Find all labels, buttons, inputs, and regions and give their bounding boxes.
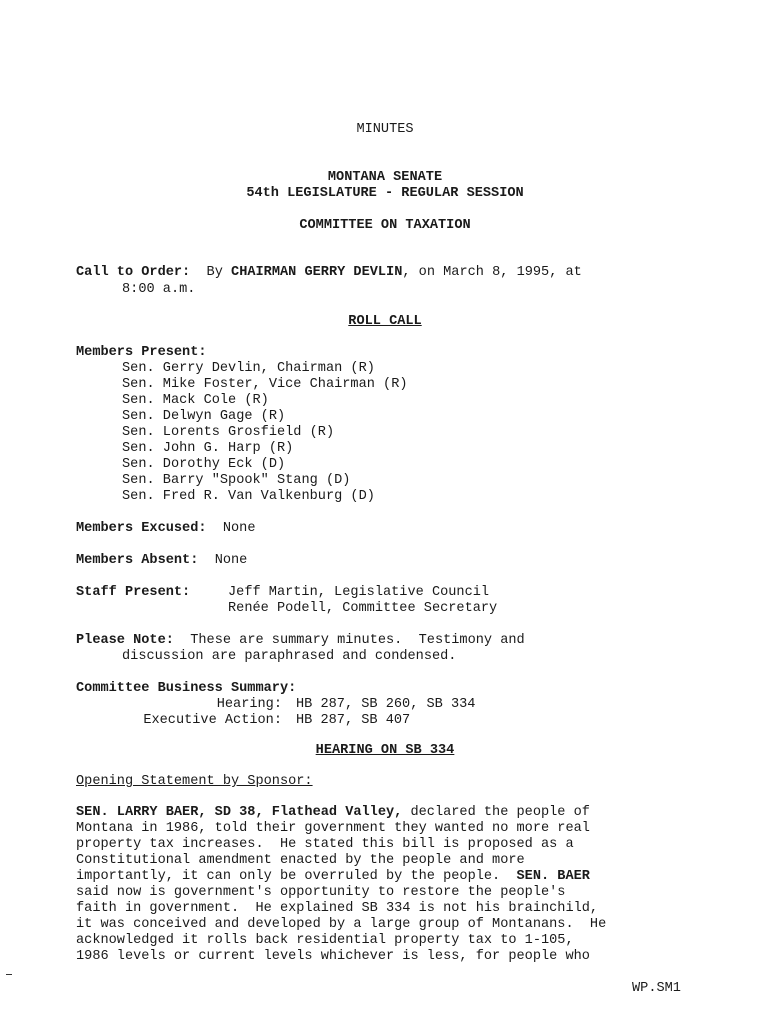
margin-mark xyxy=(6,974,12,975)
member-item: Sen. Mack Cole (R) xyxy=(122,393,269,408)
body-line: Montana in 1986, told their government they wanted no more real xyxy=(76,821,590,836)
body-line: Constitutional amendment enacted by the people and more xyxy=(76,853,525,868)
member-item: Sen. Delwyn Gage (R) xyxy=(122,409,286,424)
body-line: 1986 levels or current levels whichever is less, for people who xyxy=(76,949,590,964)
members-absent-value: None xyxy=(214,553,248,568)
opening-statement-heading: Opening Statement by Sponsor: xyxy=(76,774,313,789)
members-excused-value: None xyxy=(222,521,256,536)
call-to-order-date: , on March 8, 1995, at xyxy=(402,265,582,280)
chairman-name: CHAIRMAN GERRY DEVLIN xyxy=(231,265,403,280)
member-item: Sen. Gerry Devlin, Chairman (R) xyxy=(122,361,375,376)
body-line: it was conceived and developed by a large group of Montanans. He xyxy=(76,917,607,932)
member-item: Sen. John G. Harp (R) xyxy=(122,441,294,456)
body-line: property tax increases. He stated this bill is proposed as a xyxy=(76,837,574,852)
please-note-label: Please Note: xyxy=(76,633,174,648)
call-to-order-time: 8:00 a.m. xyxy=(122,282,196,297)
hearing-bills: HB 287, SB 260, SB 334 xyxy=(296,697,476,712)
member-item: Sen. Fred R. Van Valkenburg (D) xyxy=(122,489,375,504)
please-note-line xyxy=(76,633,525,649)
member-item: Sen. Mike Foster, Vice Chairman (R) xyxy=(122,377,408,392)
body-line: said now is government's opportunity to restore the people's xyxy=(76,885,566,900)
body-line xyxy=(76,805,590,821)
business-summary-label: Committee Business Summary: xyxy=(76,681,297,696)
legislature-title: 54th LEGISLATURE - REGULAR SESSION xyxy=(246,186,524,201)
members-absent-line xyxy=(76,553,247,569)
body-line xyxy=(76,869,590,885)
footer-code: WP.SM1 xyxy=(632,981,681,996)
body-text: importantly, it can only be overruled by the people. xyxy=(76,869,517,884)
staff-item: Renée Podell, Committee Secretary xyxy=(228,601,498,616)
staff-present-label: Staff Present: xyxy=(76,585,191,600)
call-to-order-label: Call to Order: xyxy=(76,265,191,280)
sponsor-name: SEN. LARRY BAER, SD 38, Flathead Valley, xyxy=(76,805,403,820)
committee-title: COMMITTEE ON TAXATION xyxy=(299,218,471,233)
body-line: acknowledged it rolls back residential property tax to 1-105, xyxy=(76,933,574,948)
members-excused-label: Members Excused: xyxy=(76,521,207,536)
member-item: Sen. Lorents Grosfield (R) xyxy=(122,425,335,440)
hearing-heading: HEARING ON SB 334 xyxy=(315,743,455,758)
roll-call-heading: ROLL CALL xyxy=(348,314,422,329)
members-absent-label: Members Absent: xyxy=(76,553,199,568)
body-line: faith in government. He explained SB 334 is not his brainchild, xyxy=(76,901,599,916)
body-text: declared the people of xyxy=(402,805,590,820)
staff-item: Jeff Martin, Legislative Council xyxy=(228,585,490,600)
hearing-label: Hearing: xyxy=(216,697,282,712)
members-excused-line xyxy=(76,521,256,537)
sponsor-reference: SEN. BAER xyxy=(516,869,590,884)
senate-title: MONTANA SENATE xyxy=(327,170,443,185)
please-note-text-continued: discussion are paraphrased and condensed. xyxy=(122,649,457,664)
call-to-order-by: By xyxy=(206,265,223,280)
please-note-text: These are summary minutes. Testimony and xyxy=(190,633,525,648)
executive-action-label: Executive Action: xyxy=(143,713,282,728)
call-to-order-line xyxy=(76,265,582,281)
executive-action-bills: HB 287, SB 407 xyxy=(296,713,411,728)
minutes-heading: MINUTES xyxy=(356,122,414,137)
members-present-label: Members Present: xyxy=(76,345,207,360)
member-item: Sen. Dorothy Eck (D) xyxy=(122,457,286,472)
member-item: Sen. Barry "Spook" Stang (D) xyxy=(122,473,351,488)
